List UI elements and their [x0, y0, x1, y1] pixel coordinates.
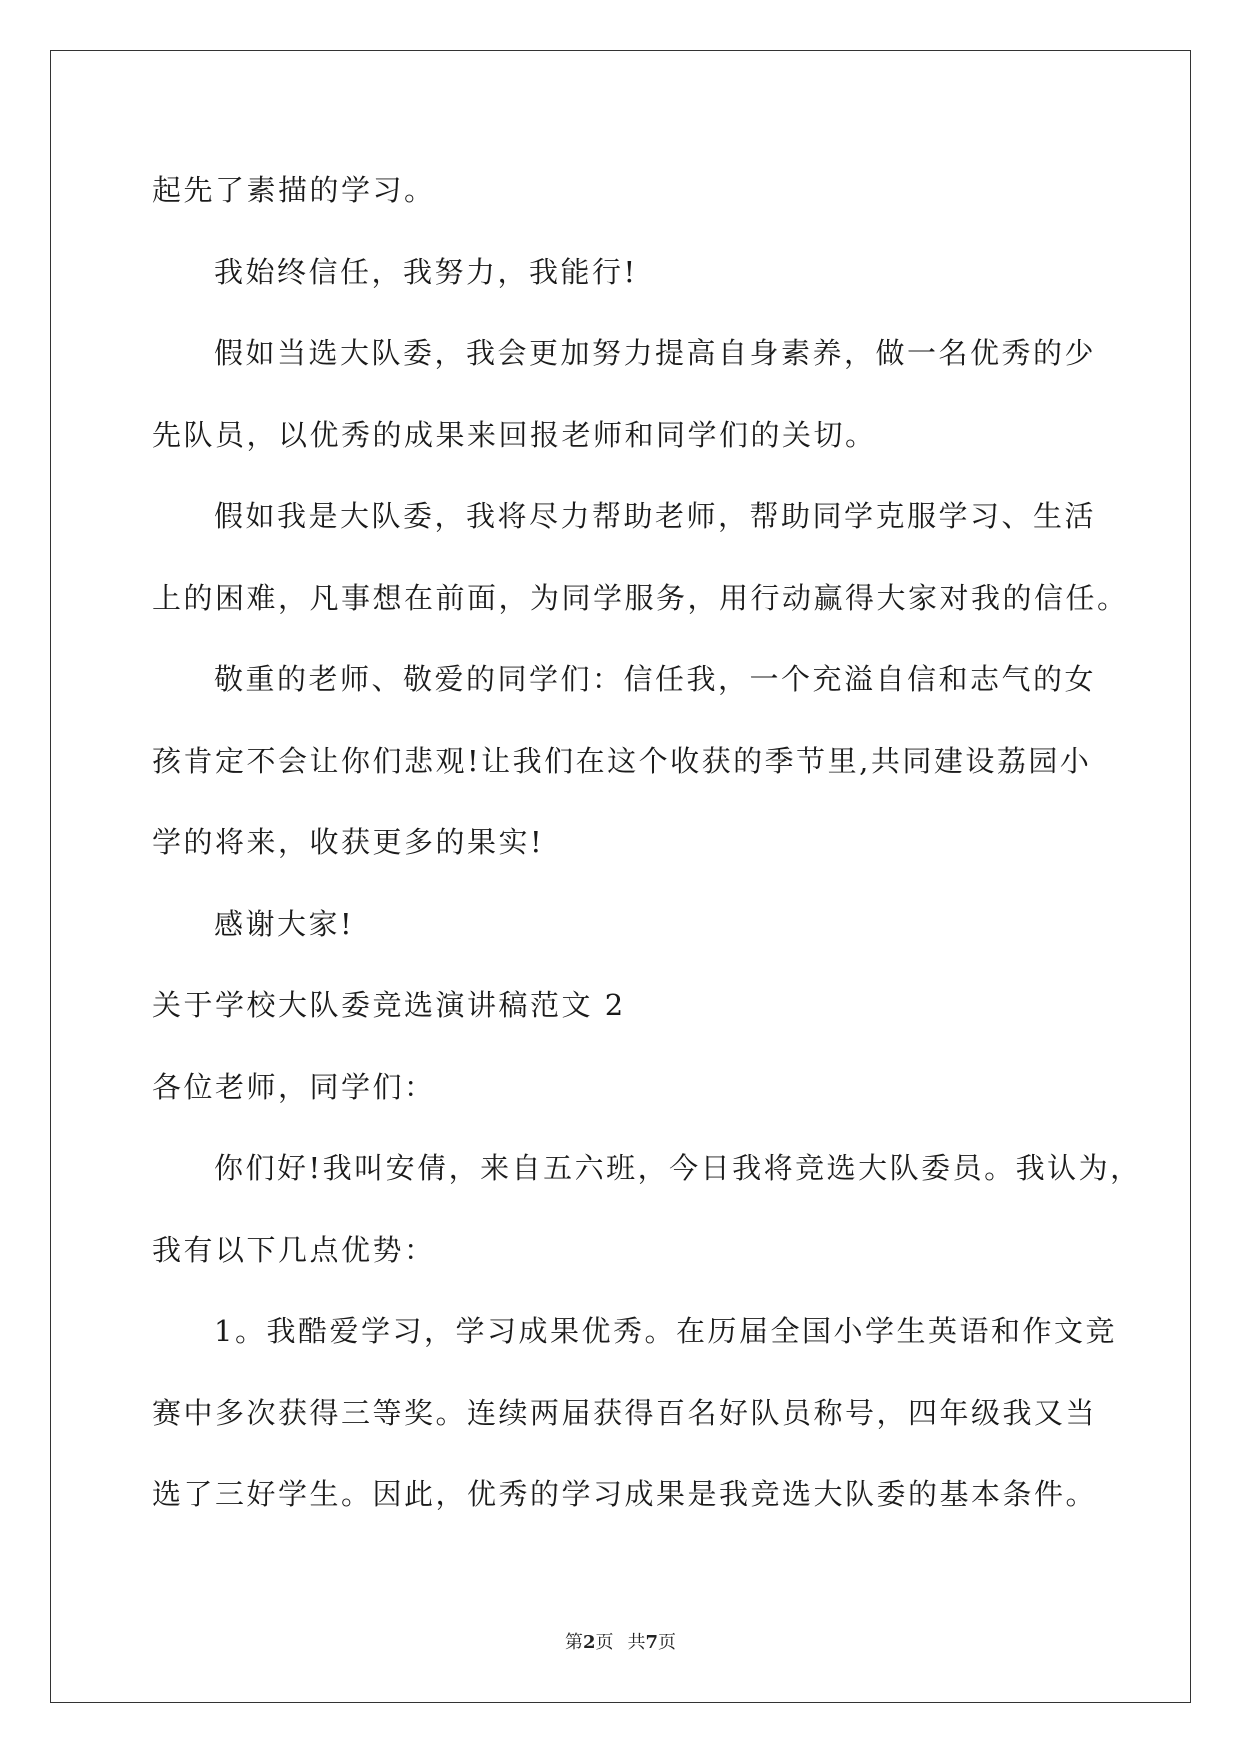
total-suffix: 页	[658, 1632, 677, 1653]
page-prefix: 第	[564, 1632, 583, 1653]
page-footer	[0, 1628, 1241, 1654]
total-pages-label	[628, 1632, 677, 1653]
text-line: 上的困难，凡事想在前面，为同学服务，用行动赢得大家对我的信任。	[152, 580, 1129, 615]
text-line: 你们好!我叫安倩，来自五六班，今日我将竞选大队委员。我认为，	[214, 1151, 1142, 1185]
text-line: 我始终信任，我努力，我能行!	[214, 254, 638, 289]
text-line: 先队员，以优秀的成果来回报老师和同学们的关切。	[152, 417, 877, 452]
text-line: 1。我酷爱学习，学习成果优秀。在历届全国小学生英语和作文竞	[214, 1314, 1117, 1348]
text-line: 孩肯定不会让你们悲观!让我们在这个收获的季节里,共同建设荔园小	[152, 743, 1092, 778]
total-prefix: 共	[627, 1632, 646, 1653]
text-line: 起先了素描的学习。	[152, 173, 436, 207]
text-line: 敬重的老师、敬爱的同学们：信任我，一个充溢自信和志气的女	[214, 662, 1097, 696]
total-pages: 7	[645, 1632, 659, 1653]
salutation: 各位老师，同学们：	[152, 1069, 436, 1104]
text-line: 感谢大家!	[214, 906, 355, 941]
text-line: 我有以下几点优势：	[152, 1232, 436, 1267]
text-line: 赛中多次获得三等奖。连续两届获得百名好队员称号，四年级我又当	[152, 1395, 1098, 1430]
page-suffix: 页	[595, 1632, 614, 1653]
text-line: 假如我是大队委，我将尽力帮助老师，帮助同学克服学习、生活	[214, 499, 1097, 533]
page-number	[565, 1632, 614, 1653]
text-line: 选了三好学生。因此，优秀的学习成果是我竞选大队委的基本条件。	[152, 1477, 1098, 1511]
current-page: 2	[582, 1632, 596, 1653]
text-line: 假如当选大队委，我会更加努力提高自身素养，做一名优秀的少	[214, 336, 1097, 370]
text-line: 学的将来，收获更多的果实!	[152, 825, 545, 859]
section-heading: 关于学校大队委竞选演讲稿范文 2	[152, 988, 626, 1022]
document-body	[152, 150, 1142, 1536]
